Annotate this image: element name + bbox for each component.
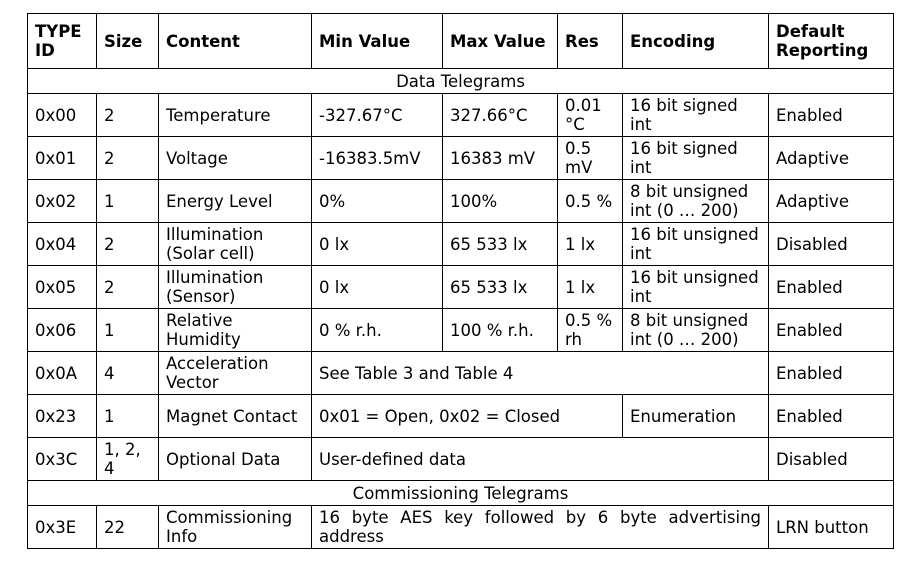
cell-res: 0.5 % rh	[558, 309, 623, 352]
cell-min-value: 0 lx	[312, 266, 443, 309]
cell-default-reporting: LRN button	[769, 506, 894, 549]
table-row	[28, 395, 894, 438]
cell-default-reporting: Disabled	[769, 223, 894, 266]
cell-merged-value: 16 byte AES key followed by 6 byte advertising address	[312, 506, 769, 549]
cell-default-reporting: Adaptive	[769, 137, 894, 180]
telegram-type-table	[27, 13, 894, 549]
header-max-value: Max Value	[443, 14, 558, 69]
cell-type-id: 0x3E	[28, 506, 97, 549]
cell-content: Commissioning Info	[159, 506, 312, 549]
cell-size: 22	[97, 506, 159, 549]
cell-type-id: 0x3C	[28, 438, 97, 481]
cell-size: 2	[97, 137, 159, 180]
header-min-value: Min Value	[312, 14, 443, 69]
section-row-commissioning	[28, 481, 894, 506]
cell-content: Temperature	[159, 94, 312, 137]
table-row	[28, 223, 894, 266]
cell-type-id: 0x06	[28, 309, 97, 352]
cell-min-value: 0 lx	[312, 223, 443, 266]
cell-default-reporting: Enabled	[769, 266, 894, 309]
cell-res: 1 lx	[558, 223, 623, 266]
cell-default-reporting: Enabled	[769, 309, 894, 352]
cell-content: Voltage	[159, 137, 312, 180]
table-row	[28, 506, 894, 549]
cell-content: Magnet Contact	[159, 395, 312, 438]
cell-max-value: 65 533 lx	[443, 223, 558, 266]
cell-default-reporting: Adaptive	[769, 180, 894, 223]
cell-merged-value: See Table 3 and Table 4	[312, 352, 769, 395]
header-encoding: Encoding	[623, 14, 769, 69]
section-title: Data Telegrams	[28, 69, 894, 94]
cell-size: 2	[97, 94, 159, 137]
cell-encoding: 16 bit unsigned int	[623, 223, 769, 266]
cell-size: 1, 2, 4	[97, 438, 159, 481]
header-content: Content	[159, 14, 312, 69]
cell-type-id: 0x02	[28, 180, 97, 223]
cell-content: Optional Data	[159, 438, 312, 481]
cell-max-value: 16383 mV	[443, 137, 558, 180]
cell-size: 1	[97, 309, 159, 352]
cell-res: 0.5 mV	[558, 137, 623, 180]
cell-res: 0.5 %	[558, 180, 623, 223]
section-row-data	[28, 69, 894, 94]
header-default-reporting: Default Reporting	[769, 14, 894, 69]
cell-merged-value: 0x01 = Open, 0x02 = Closed	[312, 395, 623, 438]
cell-res: 0.01 °C	[558, 94, 623, 137]
cell-type-id: 0x01	[28, 137, 97, 180]
cell-max-value: 327.66°C	[443, 94, 558, 137]
cell-min-value: 0%	[312, 180, 443, 223]
table-row	[28, 180, 894, 223]
header-res: Res	[558, 14, 623, 69]
table-row	[28, 309, 894, 352]
header-type-id: TYPE ID	[28, 14, 97, 69]
cell-encoding: Enumeration	[623, 395, 769, 438]
table-row	[28, 438, 894, 481]
cell-default-reporting: Enabled	[769, 94, 894, 137]
cell-encoding: 8 bit unsigned int (0 … 200)	[623, 309, 769, 352]
section-title: Commissioning Telegrams	[28, 481, 894, 506]
cell-max-value: 65 533 lx	[443, 266, 558, 309]
cell-content: Illumination (Solar cell)	[159, 223, 312, 266]
cell-type-id: 0x05	[28, 266, 97, 309]
table-row	[28, 352, 894, 395]
table-row	[28, 266, 894, 309]
cell-default-reporting: Disabled	[769, 438, 894, 481]
cell-type-id: 0x23	[28, 395, 97, 438]
cell-default-reporting: Enabled	[769, 395, 894, 438]
cell-content: Acceleration Vector	[159, 352, 312, 395]
cell-type-id: 0x04	[28, 223, 97, 266]
cell-encoding: 16 bit unsigned int	[623, 266, 769, 309]
cell-encoding: 16 bit signed int	[623, 94, 769, 137]
cell-size: 1	[97, 180, 159, 223]
cell-content: Relative Humidity	[159, 309, 312, 352]
cell-size: 1	[97, 395, 159, 438]
cell-max-value: 100%	[443, 180, 558, 223]
cell-min-value: -16383.5mV	[312, 137, 443, 180]
header-row	[28, 14, 894, 69]
cell-merged-value: User-defined data	[312, 438, 769, 481]
cell-res: 1 lx	[558, 266, 623, 309]
cell-size: 2	[97, 266, 159, 309]
cell-size: 2	[97, 223, 159, 266]
cell-min-value: 0 % r.h.	[312, 309, 443, 352]
cell-max-value: 100 % r.h.	[443, 309, 558, 352]
cell-default-reporting: Enabled	[769, 352, 894, 395]
table-row	[28, 137, 894, 180]
cell-encoding: 8 bit unsigned int (0 … 200)	[623, 180, 769, 223]
cell-encoding: 16 bit signed int	[623, 137, 769, 180]
cell-content: Energy Level	[159, 180, 312, 223]
header-size: Size	[97, 14, 159, 69]
cell-size: 4	[97, 352, 159, 395]
cell-type-id: 0x00	[28, 94, 97, 137]
cell-type-id: 0x0A	[28, 352, 97, 395]
cell-content: Illumination (Sensor)	[159, 266, 312, 309]
cell-min-value: -327.67°C	[312, 94, 443, 137]
table-row	[28, 94, 894, 137]
